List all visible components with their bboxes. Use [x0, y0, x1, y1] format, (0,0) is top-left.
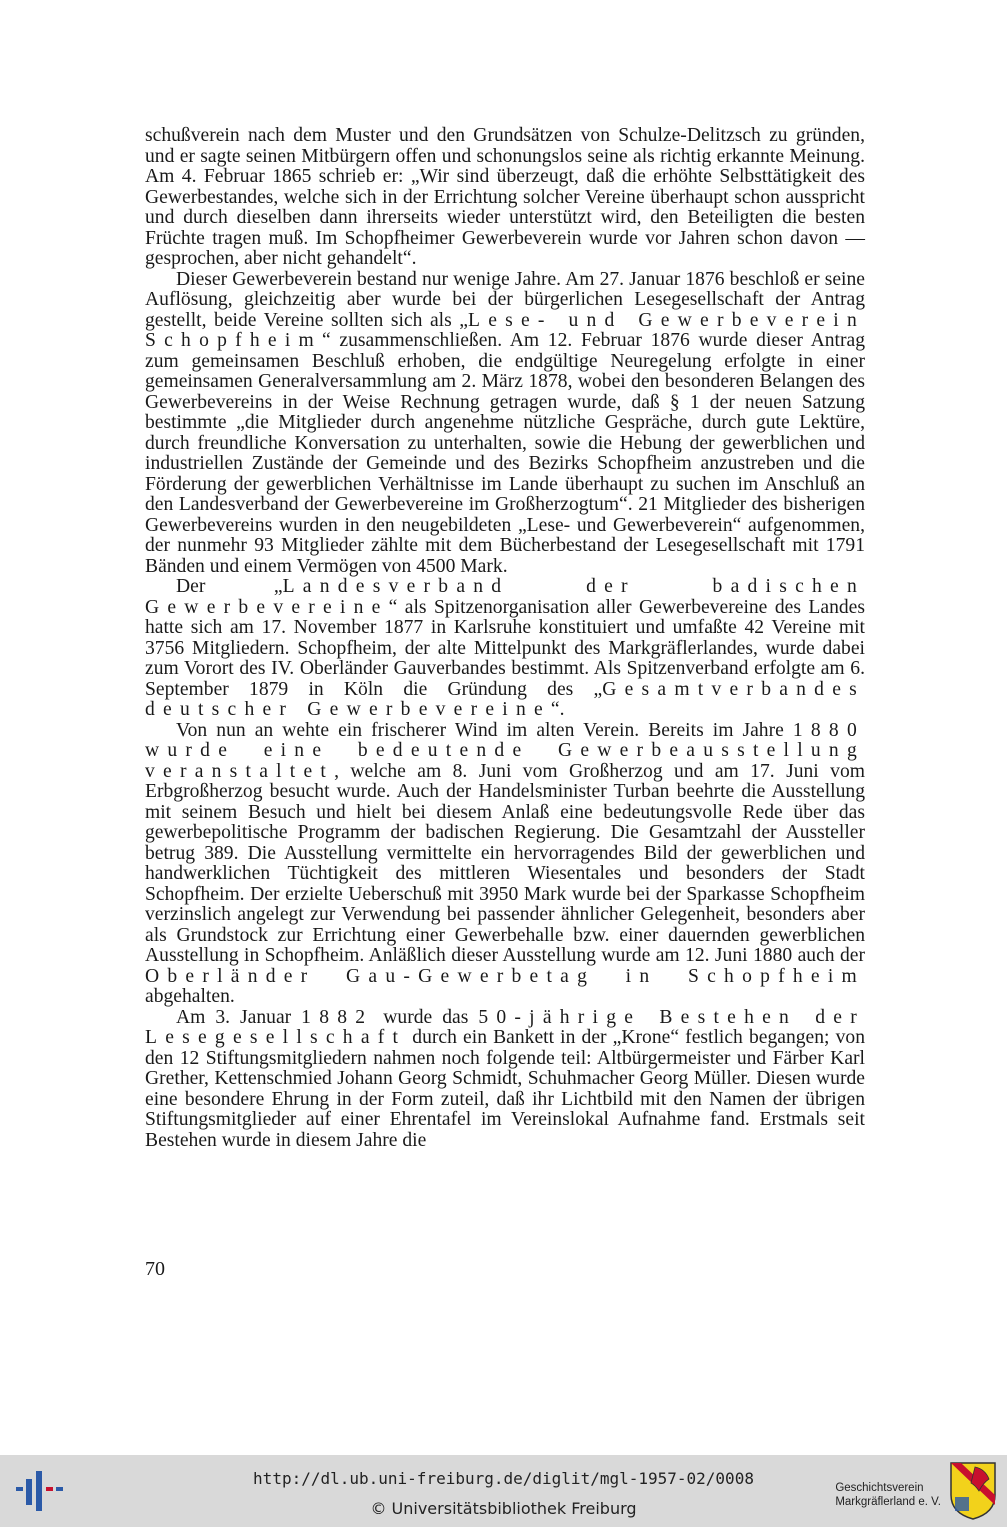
text-run: abgehalten. [145, 986, 235, 1007]
footer-bar [0, 1455, 1007, 1527]
paragraph [145, 1008, 865, 1152]
text-run: Dieser Gewerbeverein bestand nur wenige Jahre. Am 27. Januar 1876 beschloß er seine Auflösung, gleichzeitig aber wurde bei der bürgerlichen Lesegesellschaft der Antrag gestellt, beide Vereine sollten sich als „ [145, 268, 865, 331]
spaced-emphasis-text: Gesamtverbandes deutscher Gewerbevereine [145, 678, 865, 720]
paragraph [145, 577, 865, 721]
text-run: Der „ [176, 576, 283, 597]
spaced-emphasis-text: 1880 wurde eine bedeutende Gewerbeausstellung veranstaltet [145, 719, 865, 782]
text-run: schußverein nach dem Muster und den Grundsätzen von Schulze-Delitzsch zu gründen, und er sagte seinen Mitbürgern offen und schonungslos seine als richtig erkannte Meinung. Am 4. Februar 1865 schrieb er: „Wir sind überzeugt, daß die erhöhte Selbsttätigkeit des Gewerbestandes, welche sich in der Errichtung solcher Vereine überhaupt schon ausspricht und durch dieselben dann ihrerseits wieder unterstützt wird, den Beteiligten die besten Früchte tragen muß. Im Schopfheimer Gewerbeverein wurde vor Jahren schon davon — gesprochen, aber nicht gehandelt“. [145, 125, 865, 269]
coat-of-arms-icon [949, 1461, 997, 1521]
society-name-line1: Geschichtsverein [835, 1482, 924, 1494]
text-run: “ zusammenschließen. Am 12. Februar 1876 wurde dieser Antrag zum gemeinsamen Beschluß erhoben, die endgültige Neuregelung erfolgte in einer gemeinsamen Generalversammlung am 2. März 1878, wobei den besonderen Belangen des Gewerbevereins in der Weise Rechnung getragen wurde, daß § 1 der neuen Satzung bestimmte „die Mitglieder durch angenehme nützliche Gespräche, durch gute Lektüre, durch freundliche Konversation zu unterhalten, sowie die Hebung der gewerblichen und industriellen Zustände der Gemeinde und des Bezirks Schopfheim anzustreben und die Förderung der gewerblichen Verhältnisse im Lande überhaupt zu suchen im Anschluß an den Landesverband der Gewerbevereine im Großherzogtum“. 21 Mitglieder des bisherigen Gewerbevereins wurden in den neugebildeten „Lese- und Gewerbeverein“ aufgenommen, der nunmehr 93 Mitglieder zählte mit dem Bücherbestand der Lesegesellschaft mit 1791 Bänden und einem Vermögen von 4500 Mark. [145, 330, 865, 577]
society-name-line2: Markgräflerland e. V. [835, 1496, 941, 1508]
paragraph [145, 721, 865, 1008]
spaced-emphasis-text: Landesverband der badischen Gewerbevereine [145, 576, 865, 618]
spaced-emphasis-text: 1882 [301, 1006, 374, 1028]
text-run: “ als Spitzenorganisation aller Gewerbevereine des Landes hatte sich am 17. November 1877 in Karlsruhe konstituiert und umfaßte 42 Vereine mit 3756 Mitgliedern. Schopfheim, der alte Mittelpunkt des Markgräflerlandes, wurde dabei zum Vorort des IV. Oberländer Gauverbandes bestimmt. Als Spitzenverband erfolgte am 6. September 1879 in Köln die Gründung des „ [145, 596, 865, 700]
document-url-link[interactable]: http://dl.ub.uni-freiburg.de/diglit/mgl-1957-02/0008 [253, 1469, 754, 1488]
paragraph [145, 126, 865, 270]
text-run: durch ein Bankett in der „Krone“ festlich begangen; von den 12 Stiftungsmitgliedern nahmen noch folgende teil: Altbürgermeister und Färber Karl Grether, Kettenschmied Johann Georg Schmidt, Schuhmacher Georg Müller. Diesen wurde eine besondere Ehrung in der Form zuteil, daß ihr Lichtbild mit den Namen der übrigen Stiftungsmitglieder auf einer Ehrentafel im Vereinslokal Aufnahme fand. Erstmals seit Bestehen wurde in diesem Jahre die [145, 1027, 865, 1151]
society-name [835, 1481, 941, 1509]
text-run: wurde das [373, 1006, 479, 1028]
text-run: Von nun an wehte ein frischerer Wind im alten Verein. Bereits im Jahre [176, 719, 793, 741]
main-text [145, 126, 865, 1151]
text-run: Am 3. Januar [176, 1006, 302, 1028]
spaced-emphasis-text: Oberländer Gau-Gewerbetag in Schopfheim [145, 965, 865, 987]
paragraph [145, 270, 865, 578]
spaced-emphasis-text: 50-jährige Bestehen der Lesegesellschaft [145, 1006, 865, 1048]
spaced-emphasis-text: Lese- und Gewerbeverein Schopfheim [145, 309, 866, 351]
copyright-text: © Universitätsbibliothek Freiburg [370, 1499, 637, 1518]
text-run: “. [550, 699, 565, 720]
text-run: , welche am 8. Juni vom Großherzog und am 17. Juni vom Erbgroßherzog besucht wurde. Auch der Handelsminister Turban beehrte die Ausstellung mit seinem Besuch und hielt bei diesem Anlaß eine bedeutungsvolle Rede über das gewerbepolitische Programm der badischen Regierung. Die Gesamtzahl der Aussteller betrug 389. Die Ausstellung vermittelte ein hervorragendes Bild der gewerblichen und handwerklichen Tüchtigkeit des mittleren Wiesentales und besonders der Stadt Schopfheim. Der erzielte Ueberschuß mit 3950 Mark wurde bei der Sparkasse Schopfheim verzinslich angelegt zur Verwendung bei passender ähnlicher Gelegenheit, besonders aber als Grundstock zur Errichtung einer Gewerbehalle bzw. einer dauernden gewerblichen Ausstellung in Schopfheim. Anläßlich dieser Ausstellung wurde am 12. Juni 1880 auch der [145, 760, 865, 966]
page-number: 70 [145, 1258, 165, 1280]
